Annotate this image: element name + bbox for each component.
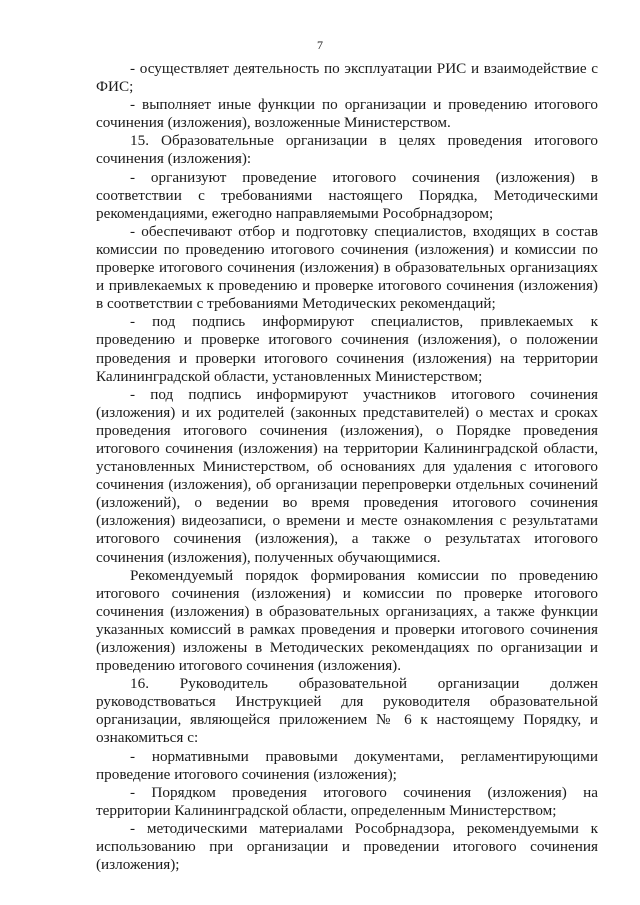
paragraph: 15. Образовательные организации в целях проведения итогового сочинения (изложения): bbox=[96, 132, 598, 168]
paragraph: - Порядком проведения итогового сочинения (изложения) на территории Калининградской области, определенным Министерством; bbox=[96, 783, 598, 819]
paragraph: - методическими материалами Рособрнадзора, рекомендуемыми к использованию при организации и проведении итогового сочинения (изложения); bbox=[96, 819, 598, 874]
paragraph: - обеспечивают отбор и подготовку специалистов, входящих в состав комиссии по проведению итогового сочинения (изложения) и комиссии по проверке итогового сочинения (изложения) в образовательных организациях и привлекаемых к проведению и проверке итогового сочинения (изложения) в соответствии с требованиями Методических рекомендаций; bbox=[96, 222, 598, 313]
paragraph: 16. Руководитель образовательной организации должен руководствоваться Инструкцией для руководителя образовательной организации, являющейся приложением № 6 к настоящему Порядку, и ознакомиться с: bbox=[96, 675, 598, 747]
paragraph: - выполняет иные функции по организации и проведению итогового сочинения (изложения), возложенные Министерством. bbox=[96, 96, 598, 132]
page-number: 7 bbox=[317, 38, 323, 52]
paragraph: - под подпись информируют специалистов, привлекаемых к проведению и проверке итогового сочинения (изложения), о положении проведения и проверки итогового сочинения (изложения) на территории Калининградской области, установленных Министерством; bbox=[96, 313, 598, 385]
paragraph: - организуют проведение итогового сочинения (изложения) в соответствии с требованиями настоящего Порядка, Методическими рекомендациями, ежегодно направляемыми Рособрнадзором; bbox=[96, 168, 598, 222]
paragraph: - под подпись информируют участников итогового сочинения (изложения) и их родителей (законных представителей) о местах и сроках проведения итогового сочинения (изложения), о Порядке проведения итогового сочинения (изложения) на территории Калининградской области, установленных Министерством, об основаниях для удаления с итогового сочинения (изложения), об организации перепроверки отдельных сочинений (изложений), о ведении во время проведения итогового сочинения (изложения) видеозаписи, о времени и месте ознакомления с результатами итогового сочинения (изложения), а также о результатах итогового сочинения (изложения), полученных обучающимися. bbox=[96, 385, 598, 566]
paragraph: - нормативными правовыми документами, регламентирующими проведение итогового сочинения (изложения); bbox=[96, 747, 598, 783]
paragraph: Рекомендуемый порядок формирования комиссии по проведению итогового сочинения (изложения) и комиссии по проверке итогового сочинения (изложения) в образовательных организациях, а также функции указанных комиссий в рамках проведения и проверки итогового сочинения (изложения) изложены в Методических рекомендациях по организации и проведению итогового сочинения (изложения). bbox=[96, 566, 598, 675]
document-body bbox=[96, 60, 598, 874]
paragraph: - осуществляет деятельность по эксплуатации РИС и взаимодействие с ФИС; bbox=[96, 60, 598, 96]
